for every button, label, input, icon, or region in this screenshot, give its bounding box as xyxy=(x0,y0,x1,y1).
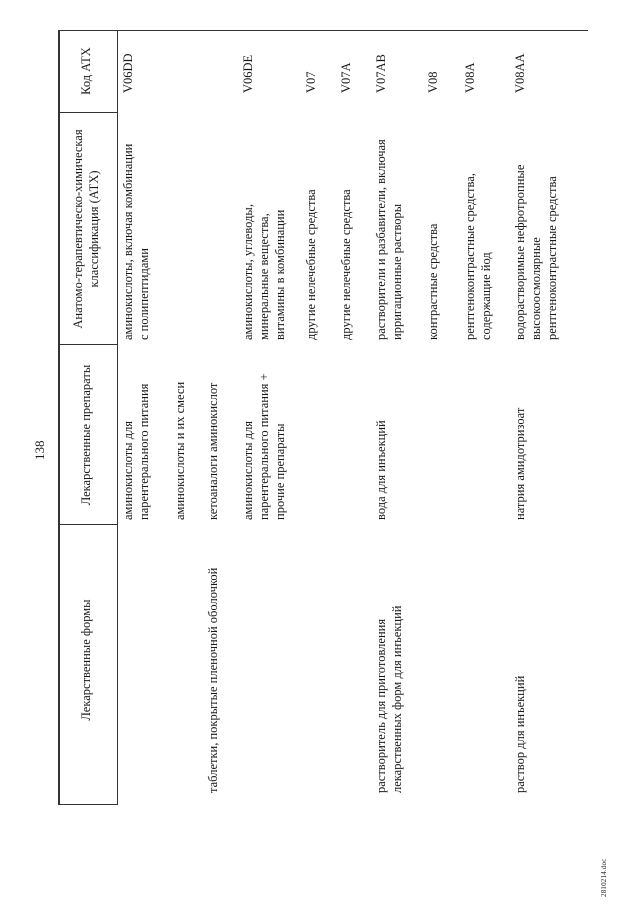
table-left-border xyxy=(58,804,118,805)
row-forms: таблетки, покрытые пленочной оболочкой xyxy=(206,567,220,793)
sep-drugs-forms xyxy=(60,524,117,525)
table-top-border xyxy=(58,30,60,805)
row-classification: растворители и разбавители, включая ирригационные растворы xyxy=(374,139,404,340)
row-classification: контрастные средства xyxy=(426,223,440,340)
header-forms: Лекарственные формы xyxy=(79,599,93,721)
row-drugs: вода для инъекций xyxy=(374,420,388,520)
row-forms: растворитель для приготовления лекарственных форм для инъекций xyxy=(374,605,404,793)
row-code: V07 xyxy=(304,71,318,93)
sep-class-drugs xyxy=(60,344,117,345)
row-drugs: аминокислоты для парентерального питания xyxy=(121,383,151,520)
table-right-border xyxy=(58,30,588,31)
row-classification: водорастворимые нефротропные высокоосмолярные рентгеноконтрастные средства xyxy=(513,164,559,340)
row-classification: аминокислоты, включая комбинации с полипептидами xyxy=(121,143,151,340)
row-code: V08 xyxy=(426,71,440,93)
header-drugs: Лекарственные препараты xyxy=(79,364,93,506)
row-classification: другие нелечебные средства xyxy=(339,189,353,340)
row-code: V07AB xyxy=(374,54,388,93)
row-code: V06DD xyxy=(121,53,135,93)
row-code: V08AA xyxy=(513,53,527,93)
row-drugs: кетоаналоги аминокислот xyxy=(206,382,220,520)
row-code: V06DE xyxy=(241,54,255,93)
row-drugs: аминокислоты для парентерального питания + прочие препараты xyxy=(241,373,287,520)
row-classification: аминокислоты, углеводы, минеральные вещества, витамины в комбинации xyxy=(241,204,287,340)
row-code: V07A xyxy=(339,62,353,93)
row-drugs: аминокислоты и их смеси xyxy=(173,381,187,520)
row-classification: рентгеноконтрастные средства, содержащие йод xyxy=(463,173,493,340)
row-forms: раствор для инъекций xyxy=(513,675,527,793)
sep-code-class xyxy=(60,112,117,113)
row-drugs: натрия амидотризоат xyxy=(513,407,527,520)
header-row-divider xyxy=(117,30,118,805)
page-number: 138 xyxy=(32,440,47,460)
document-id: 2810214.doc xyxy=(600,858,608,897)
header-code-label: Код АТХ xyxy=(79,47,93,95)
row-classification: другие нелечебные средства xyxy=(304,189,318,340)
row-code: V08A xyxy=(463,62,477,93)
header-classification: Анатомо-терапевтическо-химическая классификация (АТХ) xyxy=(71,129,101,329)
